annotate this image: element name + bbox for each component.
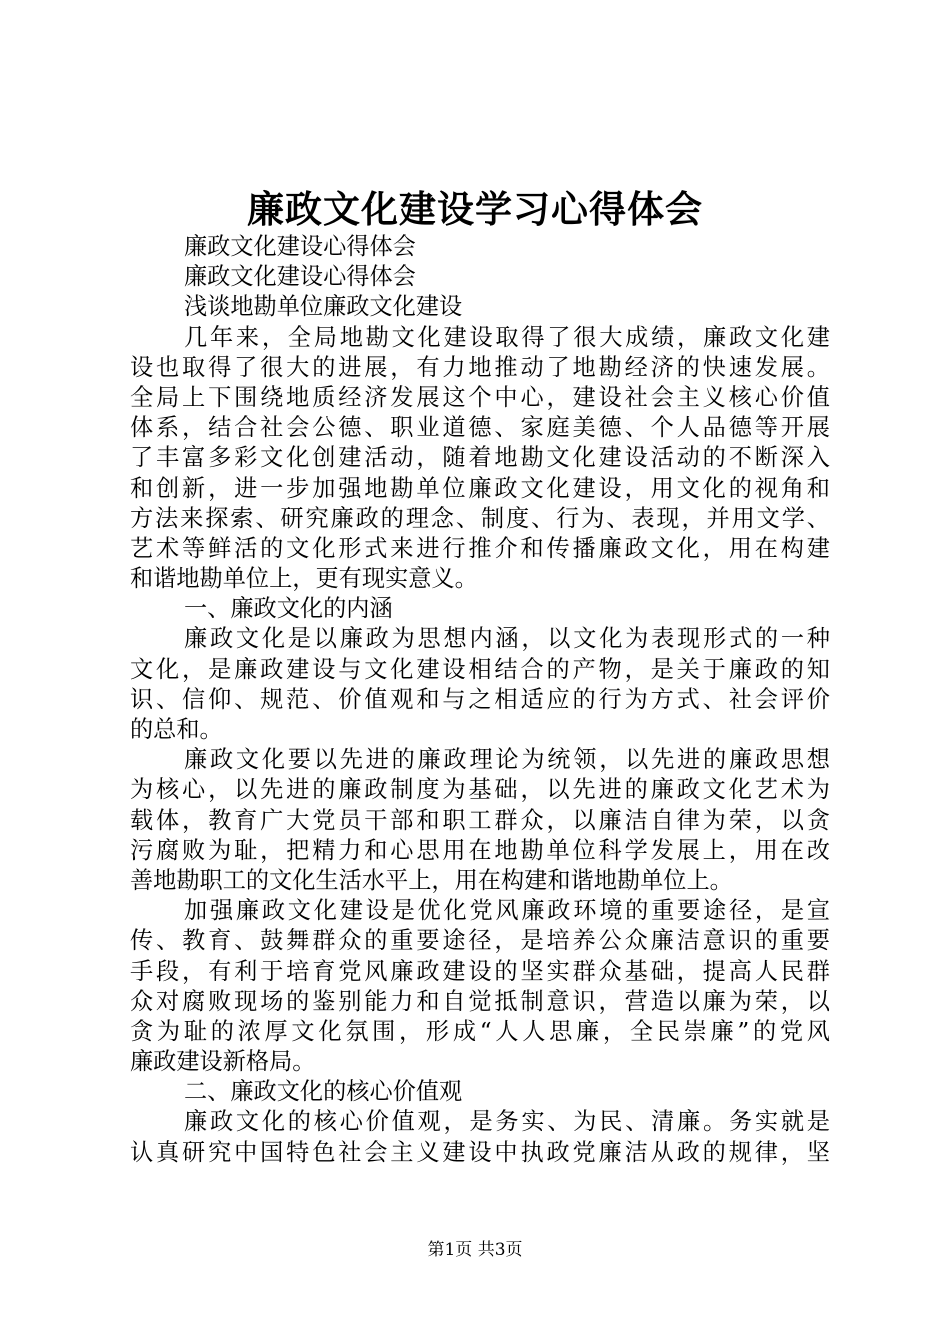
text-line: 和创新，进一步加强地勘单位廉政文化建设，用文化的视角和 xyxy=(130,474,830,502)
text-line: 艺术等鲜活的文化形式来进行推介和传播廉政文化，用在构建 xyxy=(130,534,830,562)
text-line: 设也取得了很大的进展，有力地推动了地勘经济的快速发展。 xyxy=(130,353,830,381)
text-line: 众对腐败现场的鉴别能力和自觉抵制意识，营造以廉为荣，以 xyxy=(130,987,830,1015)
text-line: 一、廉政文化的内涵 xyxy=(184,595,393,623)
text-line: 认真研究中国特色社会主义建设中执政党廉洁从政的规律，坚 xyxy=(130,1138,830,1166)
text-line: 廉政文化建设心得体会 xyxy=(184,263,416,291)
text-line: 为核心，以先进的廉政制度为基础，以先进的廉政文化艺术为 xyxy=(130,776,830,804)
text-line: 载体，教育广大党员干部和职工群众，以廉洁自律为荣，以贪 xyxy=(130,806,830,834)
page-title: 廉政文化建设学习心得体会 xyxy=(247,187,703,231)
text-line: 二、廉政文化的核心价值观 xyxy=(184,1078,463,1106)
text-line: 廉政建设新格局。 xyxy=(130,1048,316,1076)
text-line: 全局上下围绕地质经济发展这个中心，建设社会主义核心价值 xyxy=(130,383,830,411)
text-line: 污腐败为耻，把精力和心思用在地勘单位科学发展上，用在改 xyxy=(130,836,830,864)
text-line: 加强廉政文化建设是优化党风廉政环境的重要途径，是宣 xyxy=(184,897,830,925)
text-line: 贪为耻的浓厚文化氛围，形成“人人思廉，全民崇廉”的党风 xyxy=(130,1017,830,1045)
text-line: 了丰富多彩文化创建活动，随着地勘文化建设活动的不断深入 xyxy=(130,444,830,472)
text-line: 文化，是廉政建设与文化建设相结合的产物，是关于廉政的知 xyxy=(130,655,830,683)
document-body xyxy=(130,232,830,1168)
text-line: 善地勘职工的文化生活水平上，用在构建和谐地勘单位上。 xyxy=(130,866,733,894)
text-line: 几年来，全局地勘文化建设取得了很大成绩，廉政文化建 xyxy=(184,323,830,351)
text-line: 廉政文化要以先进的廉政理论为统领，以先进的廉政思想 xyxy=(184,746,830,774)
text-line: 手段，有利于培育党风廉政建设的坚实群众基础，提高人民群 xyxy=(130,957,830,985)
text-line: 和谐地勘单位上，更有现实意义。 xyxy=(130,565,478,593)
text-line: 廉政文化是以廉政为思想内涵，以文化为表现形式的一种 xyxy=(184,625,830,653)
text-line: 体系，结合社会公德、职业道德、家庭美德、个人品德等开展 xyxy=(130,414,830,442)
text-line: 廉政文化的核心价值观，是务实、为民、清廉。务实就是 xyxy=(184,1108,830,1136)
text-line: 浅谈地勘单位廉政文化建设 xyxy=(184,293,463,321)
text-line: 识、信仰、规范、价值观和与之相适应的行为方式、社会评价 xyxy=(130,685,830,713)
text-line: 廉政文化建设心得体会 xyxy=(184,233,416,260)
text-line: 方法来探索、研究廉政的理念、制度、行为、表现，并用文学、 xyxy=(130,504,830,532)
text-line: 传、教育、鼓舞群众的重要途径，是培养公众廉洁意识的重要 xyxy=(130,927,830,955)
page-footer: 第1页 共3页 xyxy=(427,1240,523,1260)
text-line: 的总和。 xyxy=(130,716,223,743)
